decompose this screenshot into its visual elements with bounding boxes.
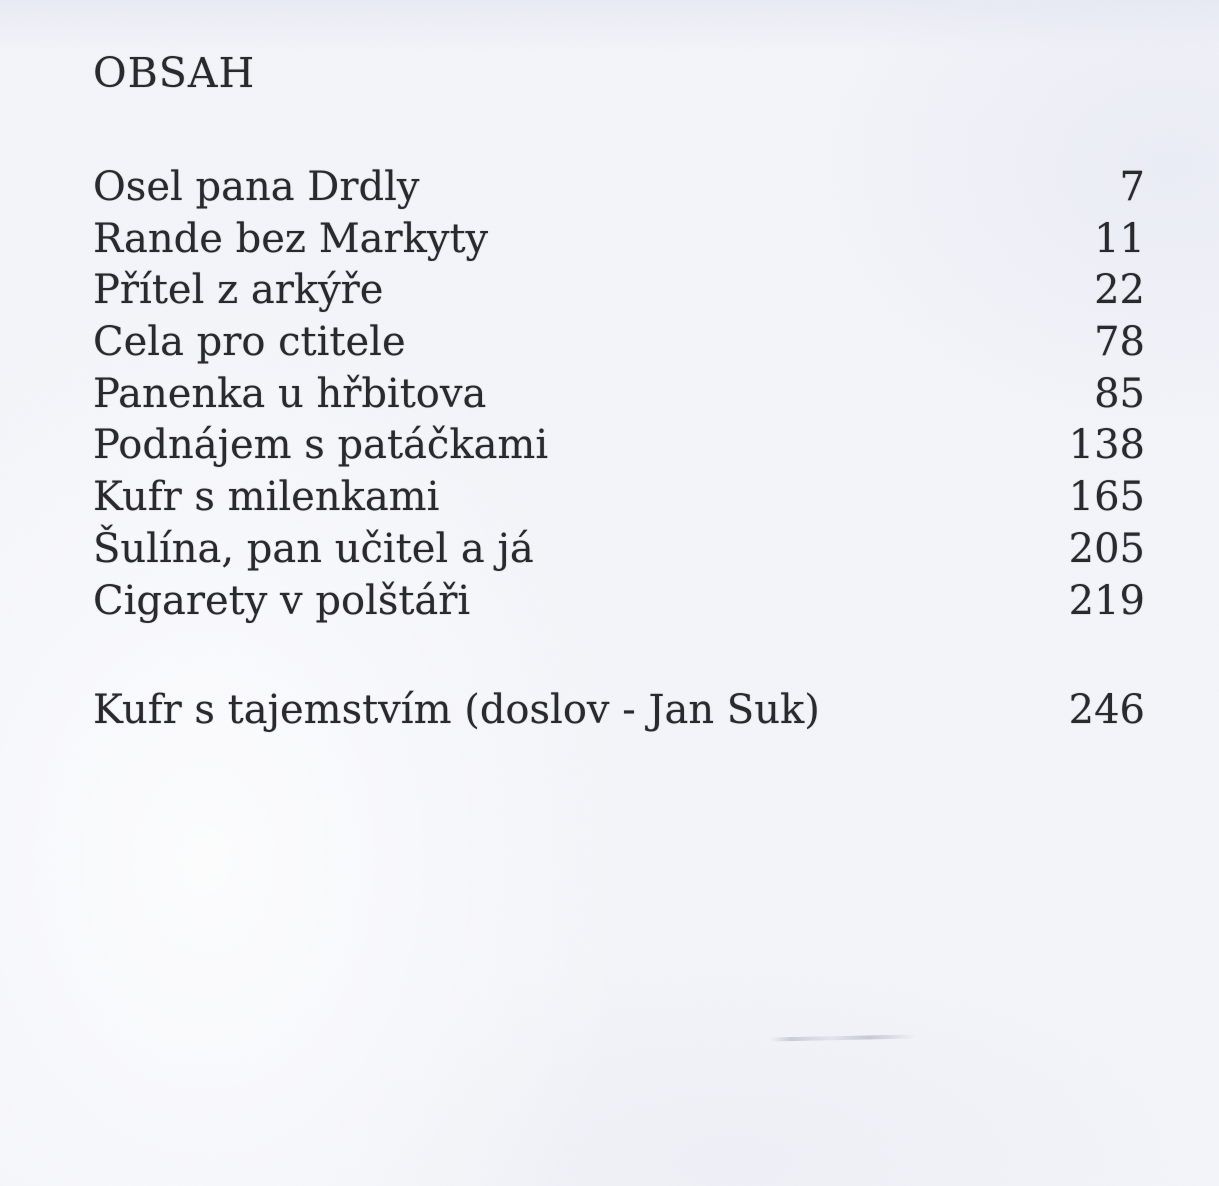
toc-row — [93, 419, 1145, 471]
toc-afterword-title: Kufr s tajemstvím (doslov - Jan Suk) — [93, 687, 820, 733]
toc-row — [93, 264, 1145, 316]
toc-list — [93, 161, 1145, 626]
toc-afterword-page: 246 — [1068, 687, 1145, 733]
toc-entry-title: Šulína, pan učitel a já — [93, 525, 534, 572]
toc-row — [93, 523, 1145, 575]
toc-entry-title: Panenka u hřbitova — [93, 370, 487, 417]
toc-entry-page: 219 — [1068, 577, 1145, 624]
toc-row — [93, 575, 1145, 627]
toc-entry-title: Podnájem s patáčkami — [93, 422, 549, 469]
toc-row — [93, 368, 1145, 420]
toc-entry-page: 138 — [1068, 422, 1145, 469]
toc-entry-page: 22 — [1094, 267, 1145, 314]
toc-entry-page: 85 — [1094, 370, 1145, 417]
toc-entry-title: Přítel z arkýře — [93, 267, 384, 314]
toc-afterword-row — [93, 684, 1145, 736]
toc-entry-page: 165 — [1068, 474, 1145, 521]
toc-entry-title: Rande bez Markyty — [93, 215, 489, 262]
toc-row — [93, 316, 1145, 368]
toc-entry-page: 205 — [1068, 525, 1145, 572]
toc-entry-title: Cigarety v polštáři — [93, 577, 471, 624]
toc-entry-title: Cela pro ctitele — [93, 319, 406, 366]
toc-entry-title: Osel pana Drdly — [93, 164, 420, 210]
toc-row — [93, 471, 1145, 523]
toc-entry-title: Kufr s milenkami — [93, 474, 440, 521]
toc-row — [93, 213, 1145, 265]
toc-entry-page: 78 — [1094, 319, 1145, 366]
pencil-smudge — [770, 1034, 916, 1041]
toc-entry-page: 11 — [1094, 215, 1145, 262]
toc-row — [93, 161, 1145, 213]
toc-entry-page: 7 — [1119, 164, 1145, 210]
toc-heading: OBSAH — [93, 49, 256, 97]
